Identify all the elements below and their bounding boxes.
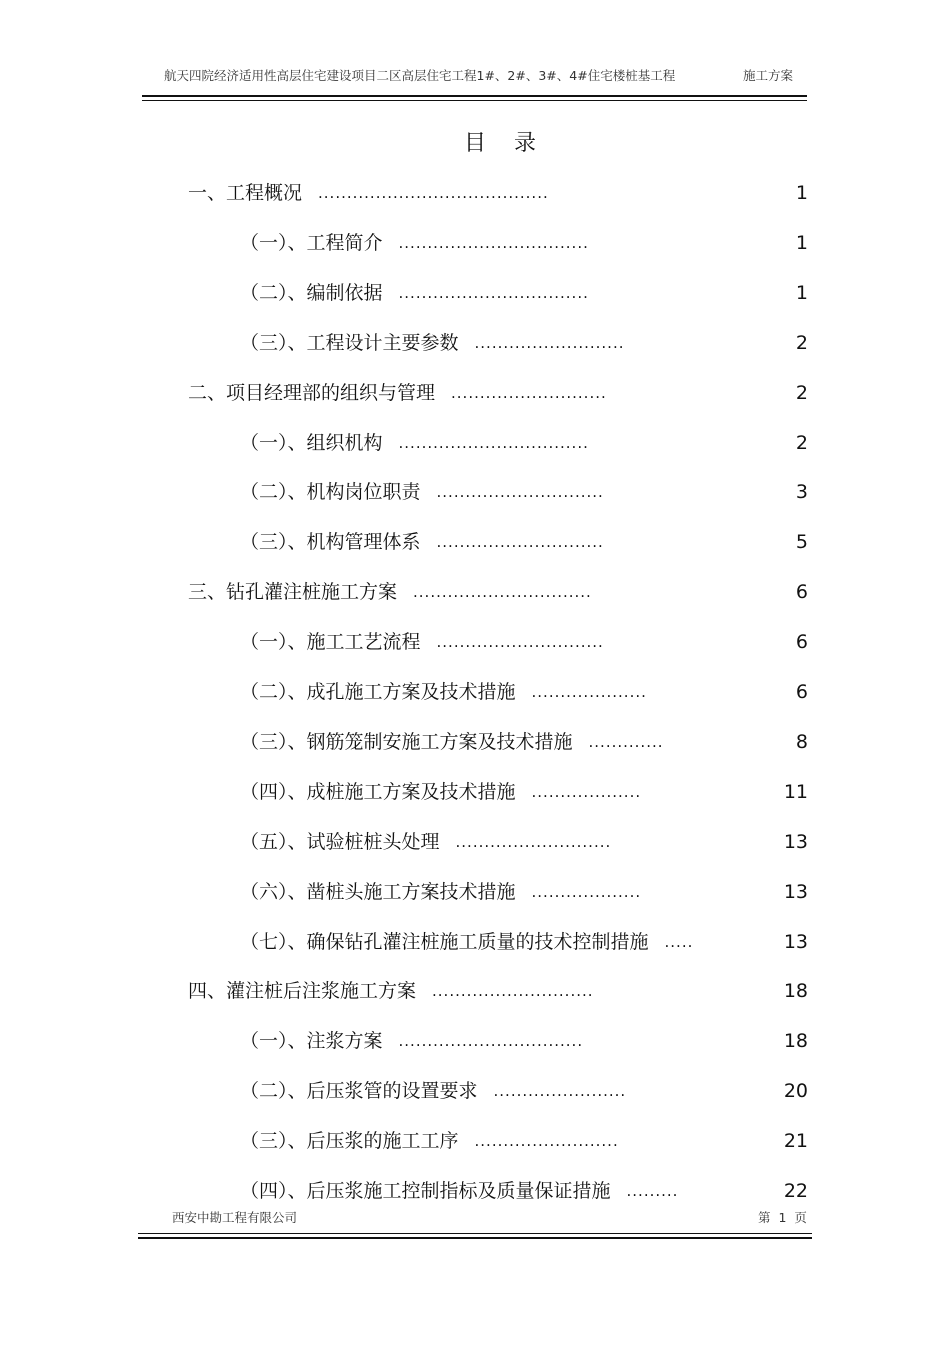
toc-entry[interactable] (188, 378, 808, 408)
toc-entry-label: （二）、后压浆管的设置要求 (240, 1080, 478, 1102)
toc-entry-page: 22 (783, 1180, 808, 1202)
toc-entry-page: 6 (795, 581, 808, 603)
toc-entry-label: （一）、组织机构 (240, 432, 383, 454)
toc-entry[interactable] (240, 1176, 808, 1206)
toc-entry-label: （一）、工程简介 (240, 232, 383, 254)
toc-entry[interactable] (188, 178, 808, 208)
header-doc-type: 施工方案 (742, 68, 793, 83)
toc-entry[interactable] (240, 1026, 808, 1056)
toc-title: 目 录 (464, 131, 536, 156)
toc-entry[interactable] (240, 477, 808, 507)
toc-entry[interactable] (240, 827, 808, 857)
toc-entry-label: （四）、成桩施工方案及技术措施 (240, 781, 516, 803)
toc-entry-label: （四）、后压浆施工控制指标及质量保证措施 (240, 1180, 611, 1202)
toc-entry-page: 20 (783, 1080, 808, 1102)
toc-entry[interactable] (240, 1076, 808, 1106)
toc-entry[interactable] (240, 727, 808, 757)
toc-entry-leader-dots: ................... (531, 783, 642, 801)
toc-entry-page: 1 (795, 282, 808, 304)
toc-entry-label: （一）、注浆方案 (240, 1030, 383, 1052)
toc-entry[interactable] (240, 278, 808, 308)
toc-entry-leader-dots: ............................. (436, 633, 604, 651)
toc-entry-leader-dots: ............................... (413, 583, 592, 601)
footer-company: 西安中勘工程有限公司 (172, 1210, 298, 1225)
toc-entry-label: （二）、机构岗位职责 (240, 481, 421, 503)
toc-entry-page: 3 (795, 481, 808, 503)
toc-entry-leader-dots: ........................... (451, 384, 607, 402)
toc-entry[interactable] (240, 428, 808, 458)
toc-entry-leader-dots: .................... (531, 683, 647, 701)
toc-entry[interactable] (240, 927, 808, 957)
toc-entry-label: （二）、成孔施工方案及技术措施 (240, 681, 516, 703)
toc-entry[interactable] (240, 677, 808, 707)
footer-rule-thin (138, 1233, 812, 1234)
toc-entry-leader-dots: ................................. (398, 284, 589, 302)
toc-entry-leader-dots: ....................... (493, 1082, 627, 1100)
toc-entry-leader-dots: ................................ (398, 1032, 584, 1050)
toc-entry[interactable] (240, 627, 808, 657)
toc-entry-label: （七）、确保钻孔灌注桩施工质量的技术控制措施 (240, 931, 649, 953)
toc-entry[interactable] (240, 1126, 808, 1156)
toc-entry-page: 2 (795, 432, 808, 454)
toc-entry-leader-dots: ............................. (436, 483, 604, 501)
toc-entry-label: （三）、钢筋笼制安施工方案及技术措施 (240, 731, 573, 753)
toc-entry-leader-dots: ........................... (455, 833, 612, 851)
toc-entry-page: 18 (783, 1030, 808, 1052)
toc-entry[interactable] (188, 577, 808, 607)
toc-entry-page: 18 (783, 980, 808, 1002)
toc-entry-leader-dots: ............................ (432, 982, 594, 1000)
toc-entry-page: 8 (795, 731, 808, 753)
toc-entry-page: 13 (783, 931, 808, 953)
toc-entry-page: 11 (783, 781, 808, 803)
toc-entry-page: 2 (795, 332, 808, 354)
footer-page-number: 第 1 页 (758, 1210, 807, 1225)
toc-entry-leader-dots: ........................................ (318, 184, 549, 202)
toc-entry-leader-dots: ............................. (436, 533, 604, 551)
page-header (142, 66, 807, 86)
toc-entry[interactable] (240, 328, 808, 358)
toc-entry[interactable] (240, 228, 808, 258)
toc-entry[interactable] (188, 976, 808, 1006)
toc-entry-page: 21 (783, 1130, 808, 1152)
toc-entry-page: 1 (795, 232, 808, 254)
toc-entry-leader-dots: ......................... (474, 1132, 619, 1150)
toc-entry-leader-dots: ................................. (398, 234, 589, 252)
toc-entry-leader-dots: ................................. (398, 434, 589, 452)
toc-entry-label: （五）、试验桩桩头处理 (240, 831, 440, 853)
toc-entry-page: 6 (795, 681, 808, 703)
toc-entry-page: 5 (795, 531, 808, 553)
header-rule-thick (142, 95, 807, 97)
toc-entry-leader-dots: ................... (531, 883, 642, 901)
toc-entry-leader-dots: ............. (588, 733, 664, 751)
toc-entry-label: （二）、编制依据 (240, 282, 383, 304)
toc-entry-page: 13 (783, 881, 808, 903)
toc-entry-label: 四、灌注桩后注浆施工方案 (188, 980, 417, 1002)
toc-entry-label: （一）、施工工艺流程 (240, 631, 421, 653)
toc-entry-page: 2 (795, 382, 808, 404)
toc-entry-label: 一、工程概况 (188, 182, 303, 204)
toc-entry-leader-dots: ......... (626, 1182, 679, 1200)
toc-entry-label: （三）、机构管理体系 (240, 531, 421, 553)
footer-rule-thick (138, 1237, 812, 1239)
header-project-title: 航天四院经济适用性高层住宅建设项目二区高层住宅工程1#、2#、3#、4#住宅楼桩基工程 (164, 68, 676, 83)
toc-entry-label: 三、钻孔灌注桩施工方案 (188, 581, 398, 603)
toc-entry-leader-dots: ..... (664, 933, 694, 951)
toc-entry[interactable] (240, 527, 808, 557)
header-rule-thin (142, 100, 807, 101)
toc-entry-label: 二、项目经理部的组织与管理 (188, 382, 436, 404)
toc-entry-page: 6 (795, 631, 808, 653)
toc-entry-page: 13 (783, 831, 808, 853)
toc-entry-page: 1 (795, 182, 808, 204)
toc-entry[interactable] (240, 877, 808, 907)
toc-entry-label: （三）、后压浆的施工工序 (240, 1130, 459, 1152)
toc-entry[interactable] (240, 777, 808, 807)
toc-entry-leader-dots: .......................... (474, 334, 625, 352)
toc-entry-label: （六）、凿桩头施工方案技术措施 (240, 881, 516, 903)
toc-entry-label: （三）、工程设计主要参数 (240, 332, 459, 354)
